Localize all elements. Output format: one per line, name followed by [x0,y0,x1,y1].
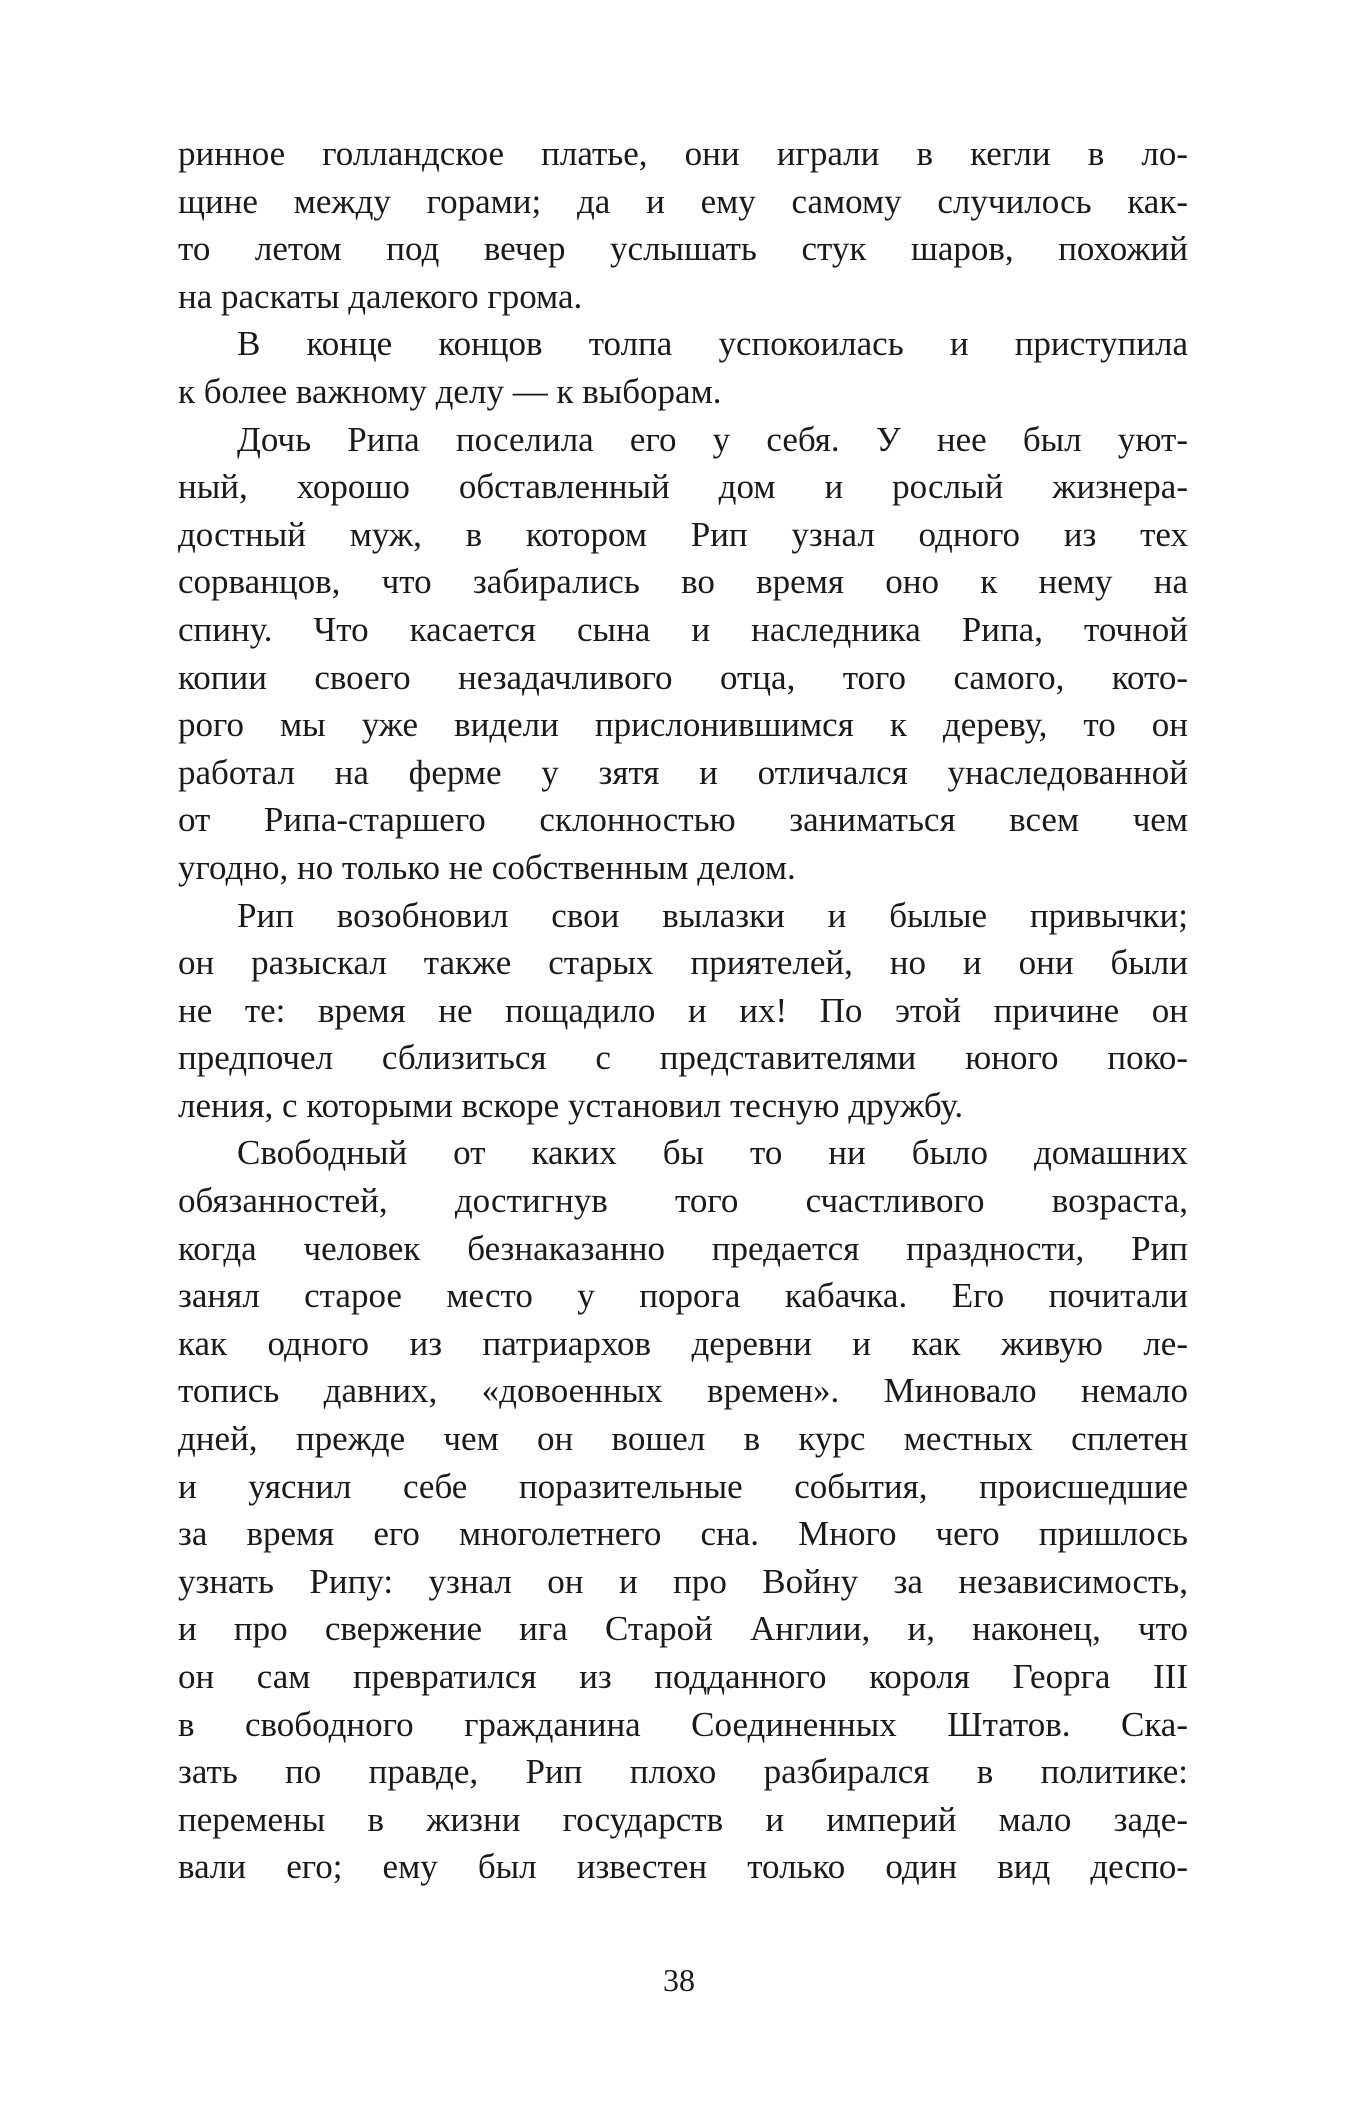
text-line: сорванцов, что забирались во время оно к нему на [178,562,1188,602]
text-line: щине между горами; да и ему самому случилось как- [178,181,1188,221]
text-line: вали его; ему был известен только один вид деспо- [178,1847,1188,1887]
text-line: спину. Что касается сына и наследника Рипа, точной [178,609,1188,649]
text-line: и про свержение ига Старой Англии, и, наконец, что [178,1609,1188,1649]
text-line: угодно, но только не собственным делом. [178,847,796,887]
text-line: зать по правде, Рип плохо разбирался в политике: [178,1752,1188,1792]
body-text [178,130,1188,1891]
text-line: Свободный от каких бы то ни было домашних [237,1133,1188,1173]
text-line: то летом под вечер услышать стук шаров, похожий [178,229,1188,269]
text-line: обязанностей, достигнув того счастливого возраста, [178,1181,1188,1221]
text-line: он разыскал также старых приятелей, но и они были [178,943,1188,983]
text-line: на раскаты далекого грома. [178,276,583,316]
text-line: за время его многолетнего сна. Много чего пришлось [178,1514,1188,1554]
text-line: к более важному делу — к выборам. [178,371,722,411]
text-line: когда человек безнаказанно предается праздности, Рип [178,1228,1188,1268]
text-line: топись давних, «довоенных времен». Миновало немало [178,1371,1188,1411]
text-line: и уяснил себе поразительные события, происшедшие [178,1466,1188,1506]
text-line: предпочел сблизиться с представителями юного поко- [178,1038,1188,1078]
text-line: ринное голландское платье, они играли в кегли в ло- [178,134,1188,173]
text-line: копии своего незадачливого отца, того самого, кото- [178,657,1188,697]
text-line: Рип возобновил свои вылазки и былые привычки; [237,895,1188,935]
text-line: рого мы уже видели прислонившимся к дереву, то он [178,705,1188,745]
text-line: ления, с которыми вскоре установил тесную дружбу. [178,1085,964,1125]
text-line: занял старое место у порога кабачка. Его почитали [178,1276,1188,1316]
page-number: 38 [663,1962,695,1998]
text-line: Дочь Рипа поселила его у себя. У нее был уют- [237,419,1188,459]
text-line: перемены в жизни государств и империй мало заде- [178,1799,1188,1839]
text-line: достный муж, в котором Рип узнал одного из тех [178,514,1188,554]
text-line: дней, прежде чем он вошел в курс местных сплетен [178,1419,1188,1459]
text-line: от Рипа-старшего склонностью заниматься всем чем [178,800,1188,840]
text-line: узнать Рипу: узнал он и про Войну за независимость, [178,1561,1188,1601]
text-line: не те: время не пощадило и их! По этой причине он [178,990,1188,1030]
text-line: он сам превратился из подданного короля Георга III [178,1657,1188,1696]
text-line: В конце концов толпа успокоилась и приступила [237,324,1188,364]
text-line: ный, хорошо обставленный дом и рослый жизнера- [178,467,1188,507]
text-line: как одного из патриархов деревни и как живую ле- [178,1323,1188,1363]
text-line: работал на ферме у зятя и отличался унаследованной [178,752,1188,792]
text-line: в свободного гражданина Соединенных Штатов. Ска- [178,1704,1188,1744]
